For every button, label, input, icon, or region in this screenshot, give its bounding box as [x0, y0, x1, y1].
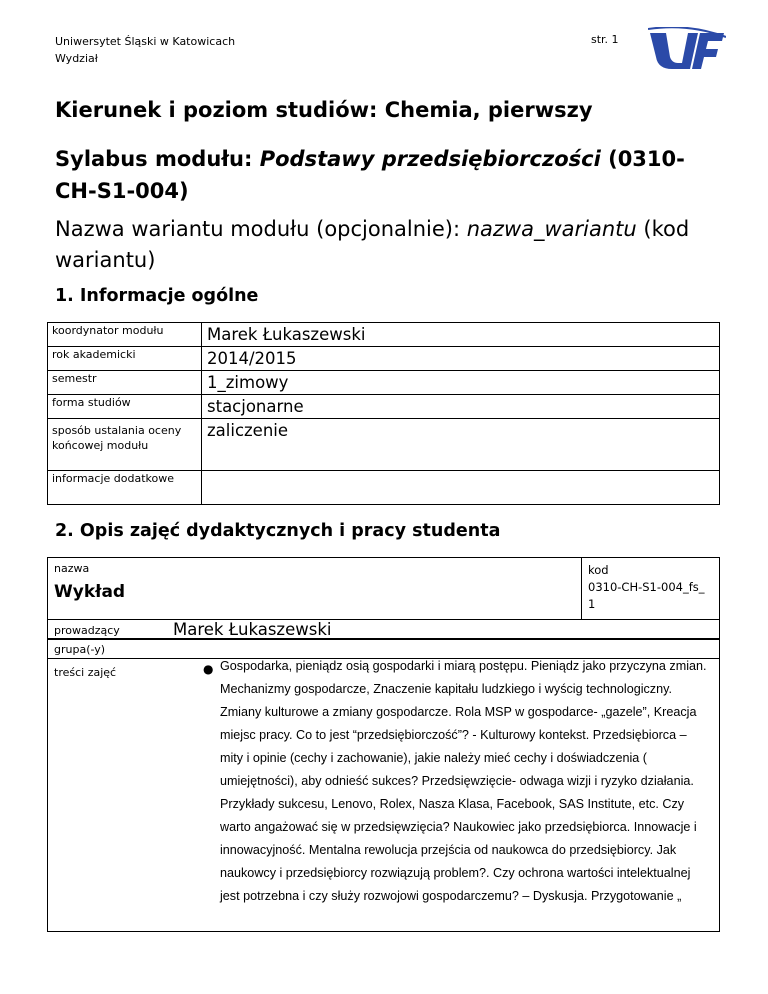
variant-name: nazwa_wariantu — [466, 217, 637, 241]
class-code: 0310-CH-S1-004_fs_1 — [588, 580, 705, 611]
table-divider — [48, 638, 719, 640]
program-title: Kierunek i poziom studiów: Chemia, pierwszy — [55, 98, 593, 122]
info-row — [48, 395, 720, 419]
table-divider — [48, 619, 719, 620]
lecturer-name: Marek Łukaszewski — [173, 620, 332, 639]
info-label: semestr — [48, 371, 202, 395]
info-row — [48, 471, 720, 505]
info-value: Marek Łukaszewski — [202, 323, 720, 347]
syllabus-title — [55, 143, 715, 207]
info-label: informacje dodatkowe — [48, 471, 202, 505]
content-label: treści zajęć — [54, 666, 117, 679]
module-code: (0310-CH-S1-004) — [55, 147, 685, 203]
info-value: 2014/2015 — [202, 347, 720, 371]
page-number: str. 1 — [591, 33, 619, 46]
table-divider — [581, 558, 582, 619]
lecturer-label: prowadzący — [54, 624, 120, 637]
university-logo-icon — [648, 27, 726, 71]
info-row — [48, 323, 720, 347]
info-value: 1_zimowy — [202, 371, 720, 395]
group-label: grupa(-y) — [54, 643, 106, 656]
info-value: zaliczenie — [202, 419, 720, 471]
general-info-table — [47, 322, 720, 505]
class-name: Wykład — [54, 582, 126, 602]
section-general-heading: 1. Informacje ogólne — [55, 286, 259, 306]
bullet-icon: ● — [203, 662, 214, 676]
section-classes-heading: 2. Opis zajęć dydaktycznych i pracy studenta — [55, 521, 501, 541]
info-value: stacjonarne — [202, 395, 720, 419]
name-label: nazwa — [54, 562, 90, 575]
department-name: Wydział — [55, 52, 98, 65]
variant-prefix: Nazwa wariantu modułu (opcjonalnie): — [55, 217, 467, 241]
info-value — [202, 471, 720, 505]
info-row — [48, 419, 720, 471]
module-name: Podstawy przedsiębiorczości — [259, 147, 601, 171]
variant-code: (kod wariantu) — [55, 217, 690, 272]
info-label: rok akademicki — [48, 347, 202, 371]
university-name: Uniwersytet Śląski w Katowicach — [55, 35, 236, 48]
page-header — [55, 33, 235, 67]
syllabus-prefix: Sylabus modułu: — [55, 147, 260, 171]
info-row — [48, 347, 720, 371]
content-text: Gospodarka, pieniądz osią gospodarki i miarą postępu. Pieniądz jako przyczyna zmian. Mechanizmy gospodarcze, Znaczenie kapitału ludzkiego i wyścig technologiczny. Zmiany kulturowe a zmiany gospodarcze. Rola MSP w gospodarce- „gazele”, Kreacja miejsc pracy. Co to jest “przedsiębiorczość”? - Kulturowy kontekst. Przedsiębiorca – mity i opinie (cechy i zachowanie), jakie należy mieć cechy i doświadczenia ( umiejętności), aby odnieść sukces? Przedsięwzięcie- odwaga wizji i ryzyko działania. Przykłady sukcesu, Lenovo, Rolex, Nasza Klasa, Facebook, SAS Institute, etc. Czy warto angażować się w przedsięwzięcia? Naukowiec jako przedsiębiorca. Innowacje i innowacyjność. Mentalna rewolucja przejścia od naukowca do przedsiębiorcy. Jak naukowcy i przedsiębiorcy rozwiązują problem?. Czy ochrona wartości intelektualnej jest potrzebna i czy służy rozwojowi gospodarczemu? – Dyskusja. Przygotowanie „ — [220, 659, 707, 903]
code-block — [588, 562, 708, 613]
info-row — [48, 371, 720, 395]
variant-title — [55, 214, 715, 276]
info-label: forma studiów — [48, 395, 202, 419]
info-label: sposób ustalania oceny końcowej modułu — [48, 419, 202, 471]
code-label: kod — [588, 563, 609, 577]
info-label: koordynator modułu — [48, 323, 202, 347]
